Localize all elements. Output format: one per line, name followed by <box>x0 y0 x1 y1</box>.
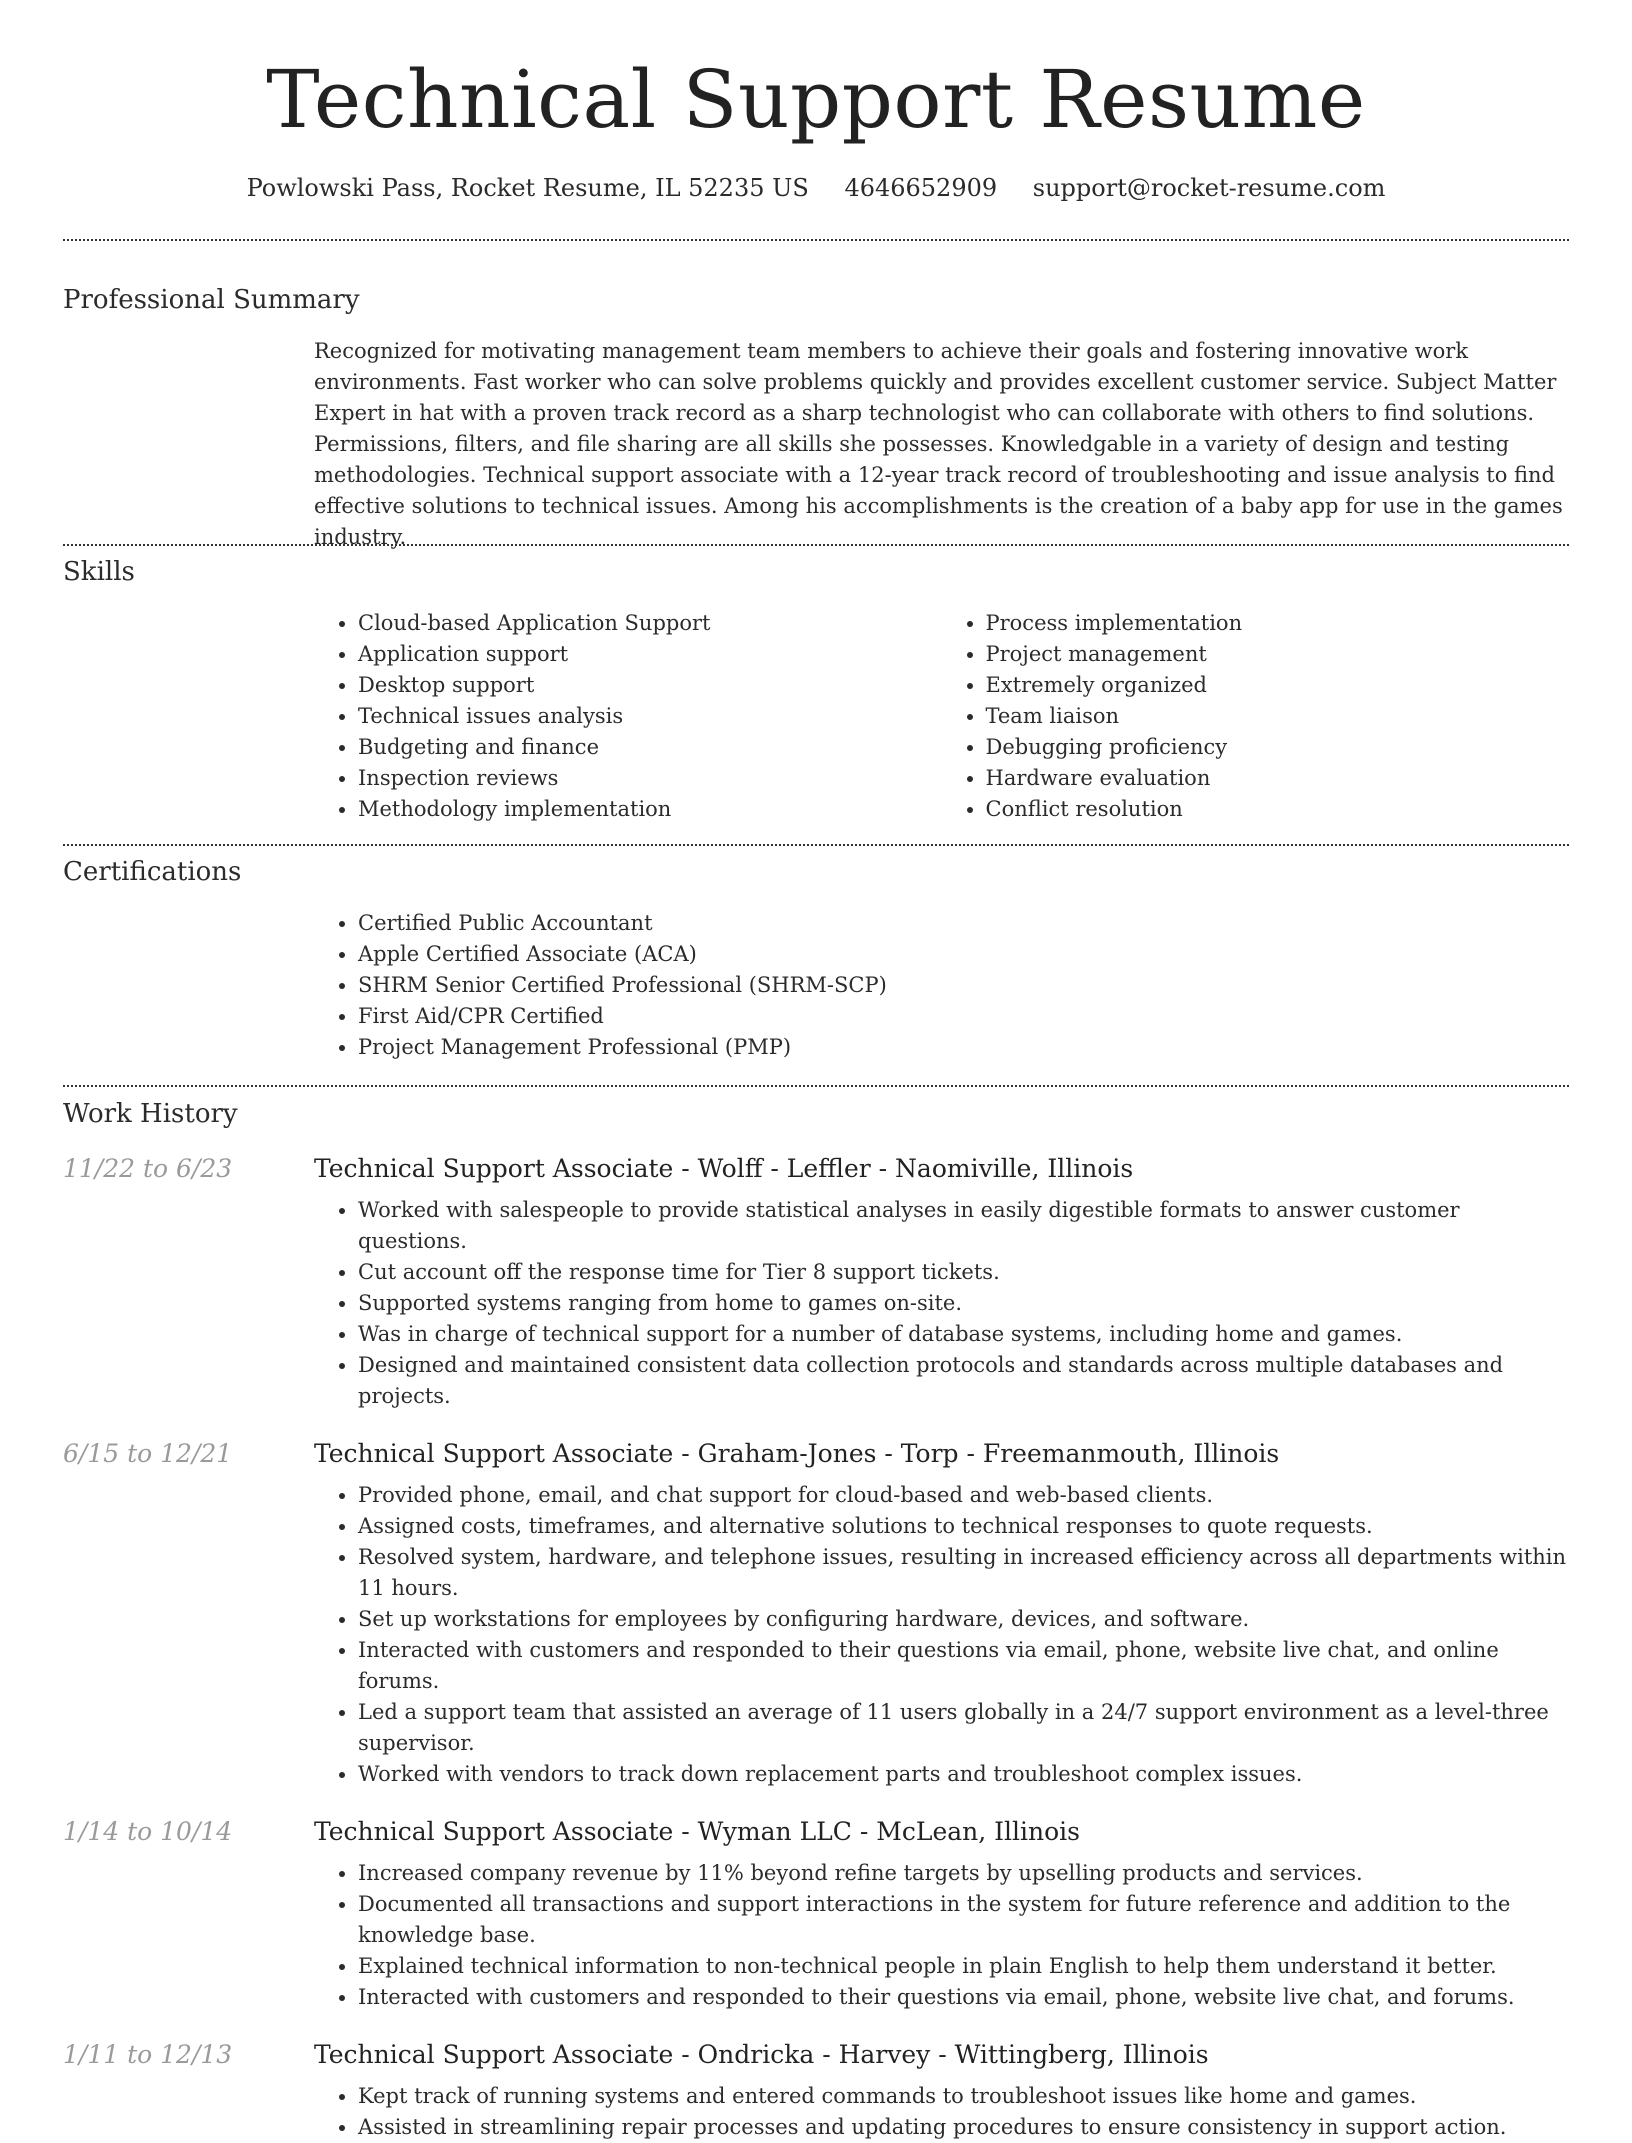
list-item: • First Aid/CPR Certified <box>358 1001 1569 1032</box>
job-dates: 6/15 to 12/21 <box>63 1439 233 1468</box>
summary-heading: Professional Summary <box>63 285 360 315</box>
list-item: • Interacted with customers and responded to their questions via email, phone, website live chat, and online forums. <box>358 1635 1569 1697</box>
list-item: • Increased company revenue by 11% beyond refine targets by upselling products and services. <box>358 1858 1569 1889</box>
list-item: • Was in charge of technical support for a number of database systems, including home and games. <box>358 1319 1569 1350</box>
list-item: • Application support <box>358 639 942 670</box>
list-item: • Worked with vendors to track down replacement parts and troubleshoot complex issues. <box>358 1759 1569 1790</box>
job-header <box>63 1439 1569 1468</box>
job-header <box>63 1154 1569 1183</box>
list-item: • Cloud-based Application Support <box>358 608 942 639</box>
list-item: • Interacted with customers and responded to their questions via email, phone, website live chat, and forums. <box>358 1982 1569 2013</box>
job-entry <box>63 2040 1569 2143</box>
job-entry <box>63 1154 1569 1412</box>
job-header <box>63 2040 1569 2069</box>
job-entry <box>63 1817 1569 2013</box>
summary-divider <box>63 544 1569 546</box>
list-item: • Designed and maintained consistent data collection protocols and standards across multiple databases and projects. <box>358 1350 1569 1412</box>
job-bullets <box>314 2081 1569 2143</box>
list-item: • Inspection reviews <box>358 763 942 794</box>
list-item: • Desktop support <box>358 670 942 701</box>
work-heading: Work History <box>63 1099 238 1129</box>
list-item: • Apple Certified Associate (ACA) <box>358 939 1569 970</box>
skills-list-right <box>942 608 1570 825</box>
list-item: • Led a support team that assisted an average of 11 users globally in a 24/7 support environment as a level-three supervisor. <box>358 1697 1569 1759</box>
list-item: • Explained technical information to non-technical people in plain English to help them understand it better. <box>358 1951 1569 1982</box>
list-item: • Conflict resolution <box>986 794 1570 825</box>
job-header <box>63 1817 1569 1846</box>
summary-content <box>314 336 1569 553</box>
list-item: • Supported systems ranging from home to games on-site. <box>358 1288 1569 1319</box>
list-item: • Assisted in streamlining repair processes and updating procedures to ensure consistency in support action. <box>358 2112 1569 2143</box>
job-dates: 11/22 to 6/23 <box>63 1154 233 1183</box>
list-item: • Cut account off the response time for Tier 8 support tickets. <box>358 1257 1569 1288</box>
skills-content <box>314 608 1569 825</box>
job-bullets <box>314 1858 1569 2013</box>
contact-phone: 4646652909 <box>844 174 998 202</box>
list-item: • Budgeting and finance <box>358 732 942 763</box>
work-section <box>63 1097 1569 2143</box>
certifications-section <box>63 855 1569 1063</box>
summary-text: Recognized for motivating management team members to achieve their goals and fostering innovative work environments. Fast worker who can solve problems quickly and provides excellent customer service. Subject Matter Expert in hat with a proven track record as a sharp technologist who can collaborate with others to find solutions. Permissions, filters, and file sharing are all skills she possesses. Knowledgable in a variety of design and testing methodologies. Technical support associate with a 12-year track record of troubleshooting and issue analysis to find effective solutions to technical issues. Among his accomplishments is the creation of a baby app for use in the games industry. <box>314 339 1563 549</box>
list-item: • Team liaison <box>986 701 1570 732</box>
job-dates: 1/14 to 10/14 <box>63 1817 233 1846</box>
skills-section <box>63 555 1569 825</box>
list-item: • Hardware evaluation <box>986 763 1570 794</box>
certifications-heading: Certifications <box>63 857 242 887</box>
job-bullets <box>314 1480 1569 1790</box>
job-title: Technical Support Associate - Ondricka - Harvey - Wittingberg, Illinois <box>314 2040 1209 2069</box>
list-item: • Methodology implementation <box>358 794 942 825</box>
certifications-content <box>314 908 1569 1063</box>
certifications-divider <box>63 1085 1569 1087</box>
job-title: Technical Support Associate - Wyman LLC - McLean, Illinois <box>314 1817 1080 1846</box>
list-item: • Set up workstations for employees by configuring hardware, devices, and software. <box>358 1604 1569 1635</box>
list-item: • Project Management Professional (PMP) <box>358 1032 1569 1063</box>
job-title: Technical Support Associate - Graham-Jones - Torp - Freemanmouth, Illinois <box>314 1439 1280 1468</box>
list-item: • Assigned costs, timeframes, and alternative solutions to technical responses to quote requests. <box>358 1511 1569 1542</box>
list-item: • Resolved system, hardware, and telephone issues, resulting in increased efficiency across all departments within 11 hours. <box>358 1542 1569 1604</box>
skills-divider <box>63 844 1569 846</box>
skills-heading: Skills <box>63 557 135 587</box>
list-item: • Process implementation <box>986 608 1570 639</box>
job-title: Technical Support Associate - Wolff - Leffler - Naomiville, Illinois <box>314 1154 1134 1183</box>
contact-line <box>0 172 1632 204</box>
list-item: • Extremely organized <box>986 670 1570 701</box>
header-divider <box>63 239 1569 241</box>
certifications-list <box>314 908 1569 1063</box>
list-item: • Debugging proficiency <box>986 732 1570 763</box>
summary-section <box>63 283 1569 553</box>
contact-address: Powlowski Pass, Rocket Resume, IL 52235 US <box>246 174 809 202</box>
job-dates: 1/11 to 12/13 <box>63 2040 233 2069</box>
job-entry <box>63 1439 1569 1790</box>
list-item: • Technical issues analysis <box>358 701 942 732</box>
list-item: • Project management <box>986 639 1570 670</box>
skills-list-left <box>314 608 942 825</box>
job-bullets <box>314 1195 1569 1412</box>
resume-title: Technical Support Resume <box>266 53 1366 146</box>
list-item: • SHRM Senior Certified Professional (SHRM-SCP) <box>358 970 1569 1001</box>
list-item: • Documented all transactions and support interactions in the system for future reference and addition to the knowledge base. <box>358 1889 1569 1951</box>
list-item: • Kept track of running systems and entered commands to troubleshoot issues like home and games. <box>358 2081 1569 2112</box>
contact-email: support@rocket-resume.com <box>1032 174 1386 202</box>
list-item: • Worked with salespeople to provide statistical analyses in easily digestible formats to answer customer questions. <box>358 1195 1569 1257</box>
list-item: • Certified Public Accountant <box>358 908 1569 939</box>
list-item: • Provided phone, email, and chat support for cloud-based and web-based clients. <box>358 1480 1569 1511</box>
